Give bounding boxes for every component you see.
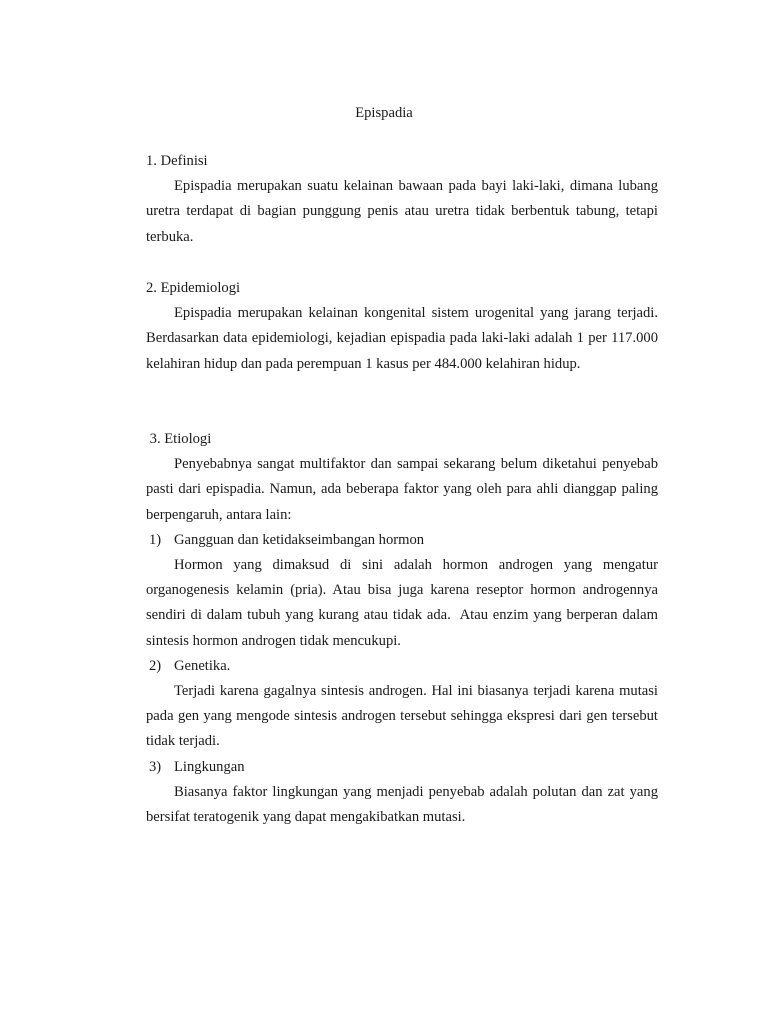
- section-paragraph: Penyebabnya sangat multifaktor dan sampai sekarang belum diketahui penyebab pasti dari epispadia. Namun, ada beberapa faktor yang oleh para ahli dianggap paling berpengaruh, antara lain:: [146, 456, 658, 523]
- list-item-heading: [146, 654, 658, 679]
- section-heading: 1. Definisi: [146, 153, 208, 169]
- list-item-paragraph: Terjadi karena gagalnya sintesis androgen. Hal ini biasanya terjadi karena mutasi pada gen yang mengode sintesis androgen tersebut sehingga ekspresi dari gen tersebut tidak terjadi.: [146, 683, 658, 750]
- section-paragraph: Epispadia merupakan kelainan kongenital sistem urogenital yang jarang terjadi. Berdasarkan data epidemiologi, kejadian epispadia pada laki-laki adalah 1 per 117.000 kelahiran hidup dan pada perempuan 1 kasus per 484.000 kelahiran hidup.: [146, 305, 658, 372]
- list-item-heading: [146, 528, 658, 553]
- section-epidemiologi: [146, 276, 658, 377]
- list-item-paragraph: Hormon yang dimaksud di sini adalah hormon androgen yang mengatur organogenesis kelamin (pria). Atau bisa juga karena reseptor hormon androgennya sendiri di dalam tubuh yang kurang atau tidak ada. Atau enzim yang berperan dalam sintesis hormon androgen tidak mencukupi.: [146, 557, 662, 649]
- section-heading: 2. Epidemiologi: [146, 280, 241, 296]
- list-item-label: Genetika.: [174, 657, 231, 674]
- list-item-number: 1): [149, 531, 162, 548]
- section-paragraph: Epispadia merupakan suatu kelainan bawaan pada bayi laki-laki, dimana lubang uretra terdapat di bagian punggung penis atau uretra tidak berbentuk tabung, tetapi terbuka.: [146, 178, 658, 245]
- list-item-heading: [146, 755, 658, 780]
- section-etiologi: [146, 427, 662, 830]
- list-item-label: Lingkungan: [174, 758, 245, 775]
- list-item-number: 2): [149, 657, 162, 674]
- list-item-label: Gangguan dan ketidakseimbangan hormon: [174, 531, 425, 548]
- list-item-number: 3): [149, 758, 162, 775]
- list-item-paragraph: Biasanya faktor lingkungan yang menjadi penyebab adalah polutan dan zat yang bersifat teratogenik yang dapat mengakibatkan mutasi.: [146, 783, 658, 825]
- section-heading: 3. Etiologi: [146, 431, 212, 447]
- section-definisi: [146, 149, 658, 250]
- document-title: Epispadia: [355, 105, 413, 121]
